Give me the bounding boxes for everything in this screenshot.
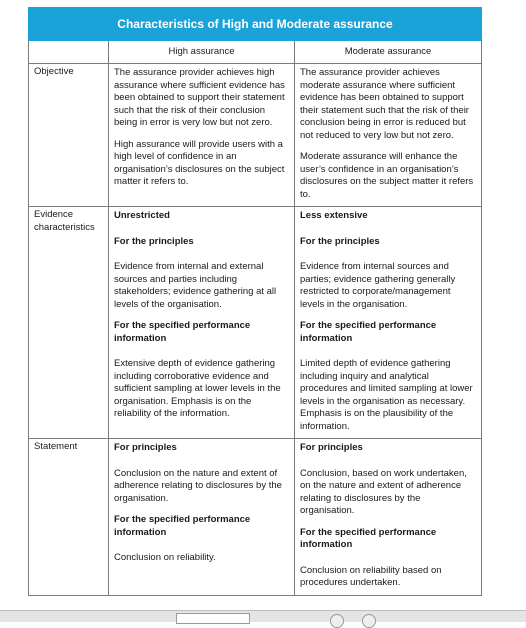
table-row (29, 439, 482, 596)
row-label: Statement (29, 439, 109, 596)
cell-paragraph: High assurance will provide users with a high level of confidence in an organisation’s disclosures on the subject matter it refers to. (114, 138, 285, 187)
cell-high (109, 439, 295, 596)
cell-paragraph: Conclusion on reliability based on procedures undertaken. (300, 564, 442, 588)
cell-high (109, 207, 295, 439)
cell-moderate (295, 64, 482, 207)
cell-subheading: For the specified performance information (114, 320, 251, 344)
status-bar (0, 610, 526, 622)
cell-subheading: For the specified performance information (300, 526, 437, 550)
cell-paragraph: Extensive depth of evidence gathering including corroborative evidence and sufficient sampling at lower levels in the organisation. Emphasis is on the reliability of the information. (114, 358, 281, 419)
cell-subheading: For the specified performance information (114, 514, 251, 538)
header-empty-cell (29, 41, 109, 64)
cell-paragraph: Conclusion on reliability. (114, 552, 216, 563)
cell-subheading: Unrestricted (114, 210, 170, 221)
cell-subheading: For the specified performance information (300, 320, 437, 344)
cell-paragraph: Conclusion on the nature and extent of adherence relating to disclosures by the organisation. (114, 467, 282, 504)
status-field[interactable] (176, 613, 250, 624)
cell-paragraph: Evidence from internal and external sources and parties including stakeholders; evidence gathering at all levels of the organisation. (114, 261, 277, 310)
cell-moderate (295, 439, 482, 596)
cell-subheading: For principles (114, 442, 177, 453)
cell-high (109, 64, 295, 207)
header-row (29, 41, 482, 64)
column-header-moderate: Moderate assurance (295, 41, 482, 64)
cell-subheading: For the principles (300, 235, 380, 247)
title-row (29, 8, 482, 41)
cell-subheading: For the principles (114, 235, 194, 247)
table-row (29, 64, 482, 207)
table-row (29, 207, 482, 439)
table-title: Characteristics of High and Moderate assurance (29, 8, 482, 41)
row-label: Objective (29, 64, 109, 207)
cell-paragraph: The assurance provider achieves moderate assurance where sufficient evidence has been obtained to support their statement such that the risk of their conclusion being in error is reduced but not reduced to very low but not zero. (300, 67, 469, 141)
cell-paragraph: Conclusion, based on work undertaken, on the nature and extent of adherence relating to disclosures by the organisation. (300, 467, 467, 516)
cell-paragraph: Moderate assurance will enhance the user’s confidence in an organisation’s disclosures on the subject matter it refers to. (300, 151, 474, 200)
column-header-high: High assurance (109, 41, 295, 64)
cell-subheading: Less extensive (300, 210, 368, 221)
cell-moderate (295, 207, 482, 439)
status-circle-icon[interactable] (362, 614, 376, 628)
cell-paragraph: Limited depth of evidence gathering including inquiry and analytical procedures and limited sampling at lower levels in the organisation as necessary. Emphasis is on the plausibility of the information. (300, 358, 473, 432)
cell-subheading: For principles (300, 442, 363, 453)
cell-paragraph: Evidence from internal sources and parties; evidence gathering generally restricted to corporate/management levels in the organisation. (300, 261, 456, 310)
cell-paragraph: The assurance provider achieves high assurance where sufficient evidence has been obtained to support their statement such that the risk of their conclusion being in error is very low but not zero. (114, 67, 285, 128)
assurance-characteristics-table (28, 7, 482, 596)
table-body (29, 64, 482, 596)
status-circle-icon[interactable] (330, 614, 344, 628)
row-label: Evidence characteristics (29, 207, 109, 439)
